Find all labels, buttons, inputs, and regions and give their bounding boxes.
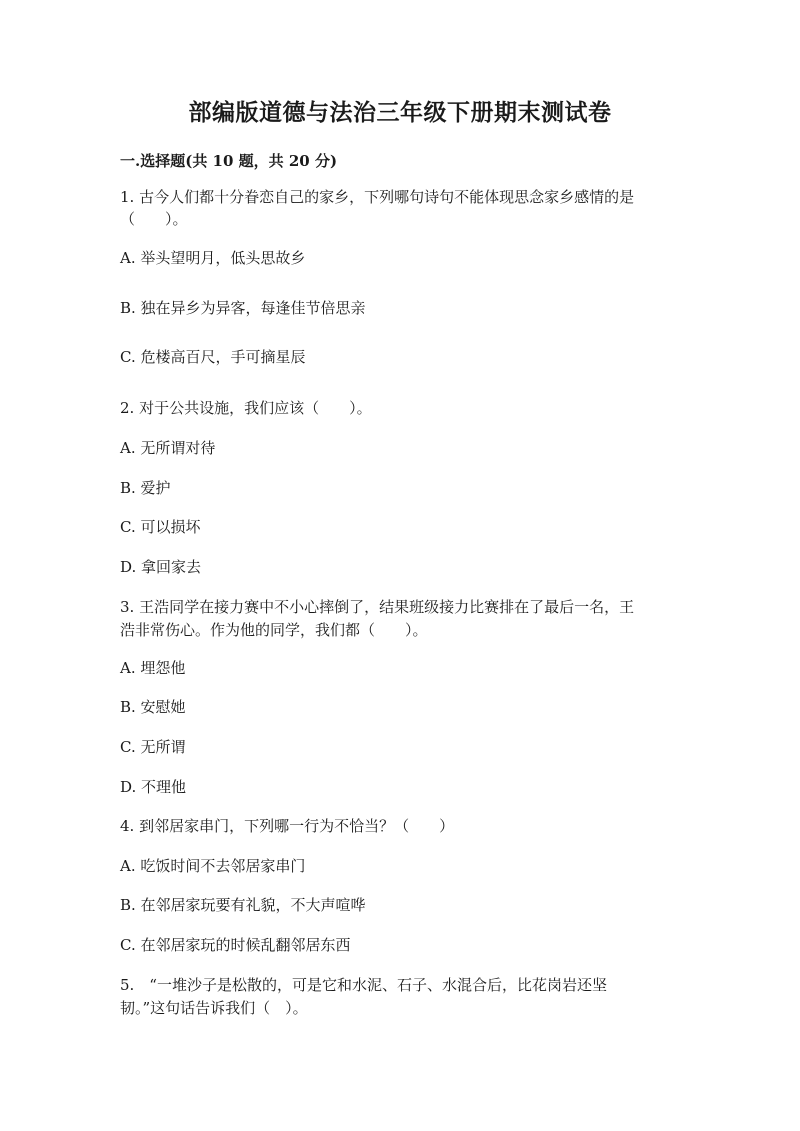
page-title: 部编版道德与法治三年级下册期末测试卷 <box>188 99 612 126</box>
question-1-option-a: A. 举头望明月，低头思故乡 <box>120 249 306 267</box>
question-3-option-b: B. 安慰她 <box>120 698 186 716</box>
question-2-option-c: C. 可以损坏 <box>120 518 201 536</box>
question-4-stem: 4. 到邻居家串门，下列哪一行为不恰当？（ ） <box>120 817 455 835</box>
question-2-option-b: B. 爱护 <box>120 479 171 497</box>
question-3-option-d: D. 不理他 <box>120 778 187 796</box>
section-heading: 一.选择题(共 10 题，共 20 分) <box>120 152 338 170</box>
question-4-option-b: B. 在邻居家玩要有礼貌，不大声喧哗 <box>120 896 366 914</box>
question-2-option-d: D. 拿回家去 <box>120 558 202 576</box>
question-4-option-a: A. 吃饭时间不去邻居家串门 <box>120 857 306 875</box>
question-1-stem-line-2: （ ）。 <box>120 210 188 228</box>
question-1-option-c: C. 危楼高百尺，手可摘星辰 <box>120 348 306 366</box>
question-5-stem-line-1: 5. “一堆沙子是松散的，可是它和水泥、石子、水混合后，比花岗岩还坚 <box>120 976 607 994</box>
question-1-option-b: B. 独在异乡为异客，每逢佳节倍思亲 <box>120 299 366 317</box>
question-2-option-a: A. 无所谓对待 <box>120 439 216 457</box>
question-4-option-c: C. 在邻居家玩的时候乱翻邻居东西 <box>120 936 351 954</box>
question-2-stem: 2. 对于公共设施，我们应该（ ）。 <box>120 399 372 417</box>
question-3-option-c: C. 无所谓 <box>120 738 186 756</box>
question-5-stem-line-2: 韧。”这句话告诉我们（ ）。 <box>120 999 308 1017</box>
question-3-option-a: A. 埋怨他 <box>120 659 186 677</box>
question-3-stem-line-2: 浩非常伤心。作为他的同学，我们都（ ）。 <box>120 621 428 639</box>
question-1-stem-line-1: 1. 古今人们都十分眷恋自己的家乡，下列哪句诗句不能体现思念家乡感情的是 <box>120 188 635 206</box>
question-3-stem-line-1: 3. 王浩同学在接力赛中不小心摔倒了，结果班级接力比赛排在了最后一名，王 <box>120 598 635 616</box>
